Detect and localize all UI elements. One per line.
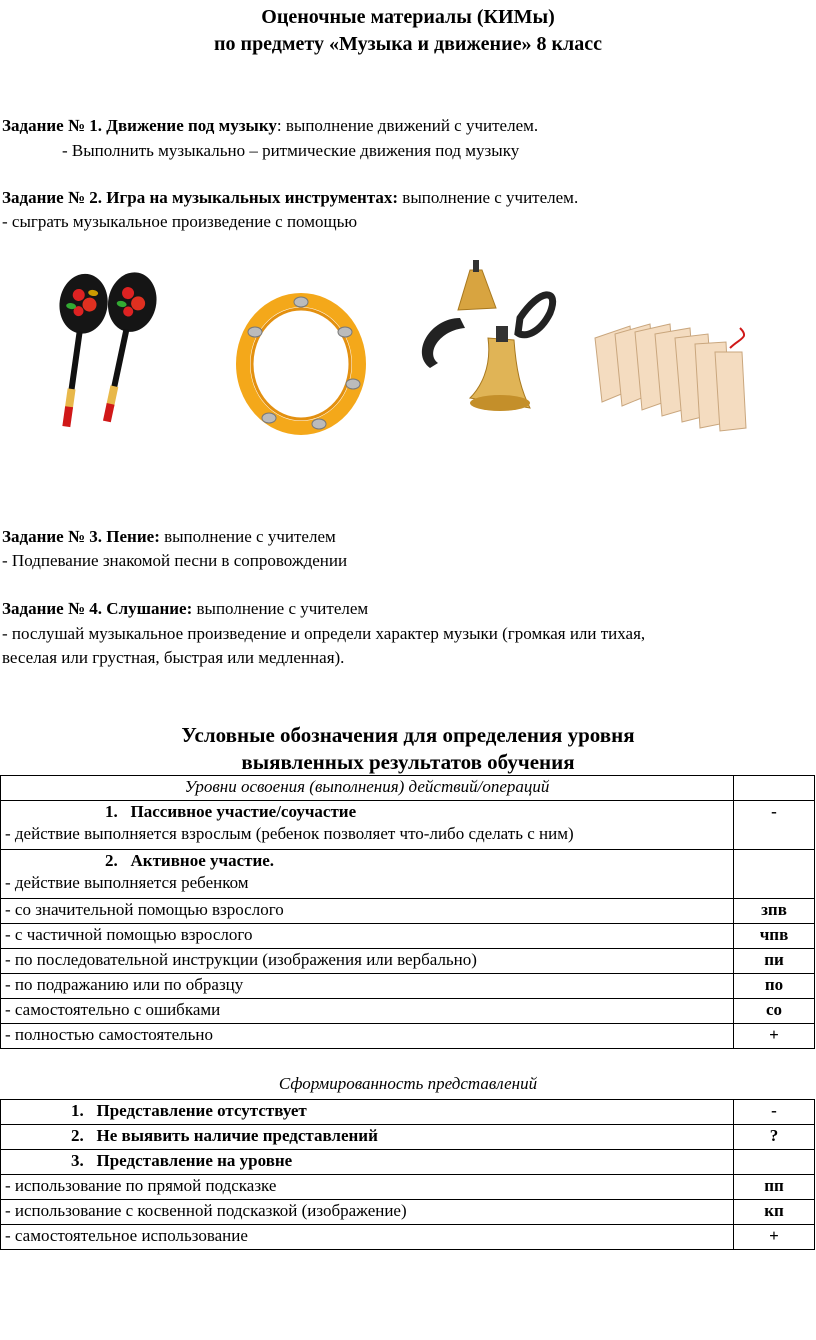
levels-table bbox=[0, 775, 815, 1049]
doc-title-line2: по предмету «Музыка и движение» 8 класс bbox=[214, 33, 602, 55]
task2-sub: - сыграть музыкальное произведение с помощью bbox=[2, 212, 358, 231]
representations-caption: Сформированность представлений bbox=[278, 1074, 538, 1093]
task2-line bbox=[2, 187, 578, 209]
table-row: 2. Не выявить наличие представлений ? bbox=[1, 1125, 815, 1150]
rattle-icon bbox=[590, 318, 760, 433]
task1-label: Задание № 1. Движение под музыку bbox=[2, 116, 277, 135]
task4-sub2: веселая или грустная, быстрая или медленная). bbox=[2, 648, 345, 667]
task4-text: выполнение с учителем bbox=[192, 599, 369, 618]
table-row bbox=[1, 776, 815, 801]
table-row: 1. Представление отсутствует - bbox=[1, 1100, 815, 1125]
table-row: - самостоятельное использование + bbox=[1, 1225, 815, 1250]
table-row: - использование с косвенной подсказкой (изображение) кп bbox=[1, 1200, 815, 1225]
task1-sub: - Выполнить музыкально – ритмические движения под музыку bbox=[62, 141, 520, 160]
task3-sub: - Подпевание знакомой песни в сопровождении bbox=[2, 551, 348, 570]
spoons-icon bbox=[45, 268, 165, 433]
level1-title: 1. Пассивное участие/соучастие bbox=[105, 802, 357, 821]
table-row: - использование по прямой подсказке пп bbox=[1, 1175, 815, 1200]
level1-mark: - bbox=[734, 801, 815, 850]
doc-title-line1: Оценочные материалы (КИМы) bbox=[261, 6, 555, 28]
table-row: - со значительной помощью взрослого зпв bbox=[1, 899, 815, 924]
task3-label: Задание № 3. Пение: bbox=[2, 527, 160, 546]
table-row: - полностью самостоятельно + bbox=[1, 1024, 815, 1049]
legend-title-line1: Условные обозначения для определения уровня bbox=[181, 723, 635, 747]
task4-label: Задание № 4. Слушание: bbox=[2, 599, 193, 618]
task2-label: Задание № 2. Игра на музыкальных инструментах: bbox=[2, 188, 399, 207]
task1-line bbox=[2, 115, 538, 137]
task4-sub1: - послушай музыкальное произведение и определи характер музыки (громкая или тихая, bbox=[2, 624, 646, 643]
task3-line bbox=[2, 526, 336, 548]
level1-desc: - действие выполняется взрослым (ребенок позволяет что-либо сделать с ним) bbox=[5, 824, 574, 843]
levels-table-header: Уровни освоения (выполнения) действий/операций bbox=[1, 776, 734, 801]
task3-text: выполнение с учителем bbox=[159, 527, 336, 546]
level2-title: 2. Активное участие. bbox=[105, 851, 275, 870]
level2-desc: - действие выполняется ребенком bbox=[5, 873, 249, 892]
table-row: 3. Представление на уровне bbox=[1, 1150, 815, 1175]
task1-text: : выполнение движений с учителем. bbox=[276, 116, 539, 135]
table-row: - с частичной помощью взрослого чпв bbox=[1, 924, 815, 949]
table-row bbox=[1, 801, 815, 850]
table-row: - по подражанию или по образцу по bbox=[1, 974, 815, 999]
task4-line bbox=[2, 598, 368, 620]
representations-table bbox=[0, 1099, 815, 1250]
tambourine-icon bbox=[235, 292, 370, 437]
legend-title-line2: выявленных результатов обучения bbox=[241, 750, 575, 774]
task2-text: выполнение с учителем. bbox=[398, 188, 579, 207]
table-row: - самостоятельно с ошибками со bbox=[1, 999, 815, 1024]
bells-icon bbox=[410, 258, 560, 418]
table-row bbox=[1, 850, 815, 899]
table-row: - по последовательной инструкции (изображения или вербально) пи bbox=[1, 949, 815, 974]
